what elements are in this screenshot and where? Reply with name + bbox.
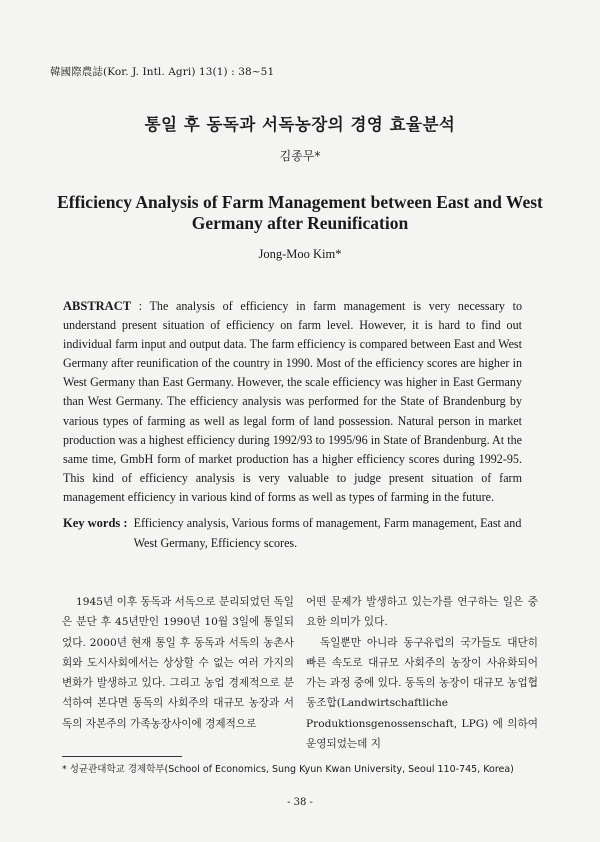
footnote-divider [62, 756, 182, 757]
korean-author: 김종무* [279, 149, 321, 163]
keywords-text: Efficiency analysis, Various forms of management, Farm management, East and West Germany, Efficiency scores. [133, 516, 522, 550]
abstract-label: ABSTRACT [63, 299, 132, 313]
abstract [63, 297, 522, 507]
body-paragraph-continued: 어떤 문제가 발생하고 있는가를 연구하는 일은 중요한 의미가 있다. [306, 596, 538, 629]
page-number: - 38 - [287, 797, 313, 808]
korean-title: 통일 후 동독과 서독농장의 경영 효율분석 [144, 115, 456, 134]
body-left-column [62, 592, 294, 734]
abstract-separator: : [131, 299, 150, 313]
english-title: Efficiency Analysis of Farm Management between East and West Germany after Reunification [57, 192, 543, 233]
footnote: * 성균관대학교 경제학부(School of Economics, Sung Kyun Kwan University, Seoul 110-745, Korea) [62, 764, 514, 775]
english-author: Jong-Moo Kim* [258, 247, 342, 261]
keywords-label: Key words : [63, 516, 128, 530]
abstract-text: The analysis of efficiency in farm management is very necessary to understand present situation of efficiency on farm level. However, it is hard to find out individual farm input and output data. The farm efficiency is compared between East and West Germany after reunification of the country in 1990. Most of the efficiency scores are higher in West Germany than East Germany. However, the scale efficiency was higher in East Germany than West Germany. The efficiency analysis was performed for the State of Brandenburg by various types of farming as well as legal form of land possession. Natural person in market production was a highest efficiency during 1992/93 to 1995/96 in State of Brandenburg. At the same time, GmbH form of market production has a higher efficiency scores during 1992-95. This kind of efficiency analysis is very valuable to judge present situation of farm management efficiency in various kind of forms as well as types of farming in the future. [63, 299, 522, 504]
body-right-column [306, 592, 538, 754]
body-paragraph: 독일뿐만 아니라 동구유럽의 국가들도 대단히 빠른 속도로 대규모 사회주의 농장이 사유화되어 가는 과정 중에 있다. 동독의 농장이 대규모 농업협동조합(Landwirtschaftliche Produktionsgenossenschaft, LPG) 에 의하여 운영되었는데 지 [306, 636, 538, 751]
keywords [63, 514, 533, 553]
journal-reference: 韓國際農誌(Kor. J. Intl. Agri) 13(1) : 38~51 [50, 66, 275, 78]
body-paragraph: 1945년 이후 동독과 서독으로 분리되었던 독일은 분단 후 45년만인 1990년 10월 3일에 통일되었다. 2000년 현재 통일 후 동독과 서독의 농촌사회와 도시사회에서는 상상할 수 없는 여러 가지의 변화가 발생하고 있다. 그리고 농업 경제적으로 분석하여 본다면 동독의 사회주의 대규모 농장과 서독의 자본주의 가족농장사이에 경제적으로 [62, 596, 294, 730]
